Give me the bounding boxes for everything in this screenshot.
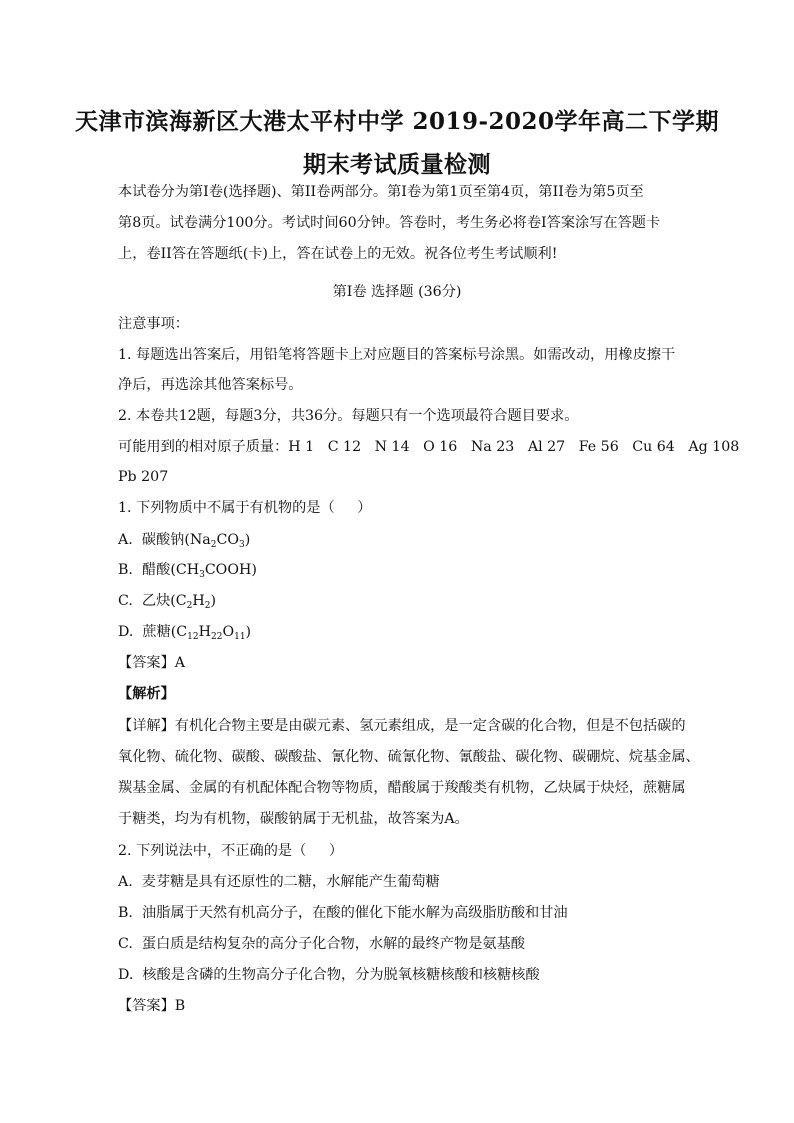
question-1-detail-line-4: 于糖类，均为有机物，碳酸钠属于无机盐，故答案为A。 [118, 811, 469, 827]
option-text: H [192, 593, 205, 609]
option-text: H [198, 624, 211, 640]
intro-line-3: 上，卷II答在答题纸(卡)上，答在试卷上的无效。祝各位考生考试顺利! [118, 246, 558, 262]
question-1-option-a [118, 530, 250, 550]
atomic-mass-line-1: 可能用到的相对原子质量：H 1 C 12 N 14 O 16 Na 23 Al 27 Fe 56 Cu 64 Ag 108 [118, 439, 740, 455]
option-text: COOH) [204, 562, 257, 578]
question-1-option-c [118, 591, 216, 611]
subscript: 22 [211, 632, 223, 642]
option-text: B. 醋酸(CH [118, 562, 200, 578]
question-1-option-d [118, 622, 251, 642]
notice-title: 注意事项： [118, 316, 189, 332]
question-1-analysis-heading: 【解析】 [118, 686, 175, 702]
option-text: D. 蔗糖(C [118, 624, 188, 640]
question-2-stem: 2. 下列说法中，不正确的是（ ） [118, 843, 344, 859]
option-text: O [222, 624, 235, 640]
question-1-detail-line-1: 【详解】有机化合物主要是由碳元素、氢元素组成，是一定含碳的化合物，但是不包括碳的 [118, 718, 686, 734]
question-2-option-d: D. 核酸是含磷的生物高分子化合物，分为脱氧核糖核酸和核糖核酸 [118, 967, 540, 983]
question-1-detail-line-3: 羰基金属、金属的有机配体配合物等物质，醋酸属于羧酸类有机物，乙炔属于炔烃，蔗糖属 [118, 780, 686, 796]
notice-1-line-2: 净后，再选涂其他答案标号。 [118, 377, 303, 393]
question-1-answer: 【答案】A [118, 655, 185, 671]
question-2-option-a: A. 麦芽糖是具有还原性的二糖，水解能产生葡萄糖 [118, 874, 440, 890]
notice-2: 2. 本卷共12题，每题3分，共36分。每题只有一个选项最符合题目要求。 [118, 408, 579, 424]
page-title-line1: 天津市滨海新区大港太平村中学 2019-2020学年高二下学期 [74, 108, 720, 135]
option-text: ) [245, 624, 252, 640]
section-heading: 第I卷 选择题 (36分) [332, 284, 462, 300]
subscript: 3 [199, 570, 205, 580]
intro-line-2: 第8页。试卷满分100分。考试时间60分钟。答卷时，考生务必将卷I答案涂写在答题卡 [118, 215, 661, 231]
subscript: 2 [210, 540, 217, 550]
option-text: A. 碳酸钠(Na [118, 532, 211, 548]
option-text: ) [210, 593, 217, 609]
subscript: 2 [186, 601, 193, 611]
subscript: 2 [204, 601, 211, 611]
page-title-line2: 期末考试质量检测 [303, 151, 491, 178]
question-1-stem: 1. 下列物质中不属于有机物的是（ ） [118, 500, 372, 516]
question-1-detail-line-2: 氧化物、硫化物、碳酸、碳酸盐、氰化物、硫氰化物、氰酸盐、碳化物、碳硼烷、烷基金属、 [118, 749, 700, 765]
atomic-mass-line-2: Pb 207 [118, 469, 169, 485]
option-text: ) [244, 532, 251, 548]
question-2-option-c: C. 蛋白质是结构复杂的高分子化合物，水解的最终产物是氨基酸 [118, 936, 525, 952]
question-2-option-b: B. 油脂属于天然有机高分子，在酸的催化下能水解为高级脂肪酸和甘油 [118, 905, 568, 921]
option-text: C. 乙炔(C [118, 593, 187, 609]
question-2-answer: 【答案】B [118, 998, 186, 1014]
question-1-option-b [118, 560, 257, 580]
notice-1-line-1: 1. 每题选出答案后，用铅笔将答题卡上对应题目的答案标号涂黑。如需改动，用橡皮擦干 [118, 347, 676, 363]
subscript: 12 [187, 632, 199, 642]
subscript: 11 [234, 632, 246, 642]
intro-line-1: 本试卷分为第I卷(选择题)、第II卷两部分。第I卷为第1页至第4页，第II卷为第5页至 [118, 184, 644, 200]
option-text: CO [216, 532, 239, 548]
subscript: 3 [238, 540, 245, 550]
